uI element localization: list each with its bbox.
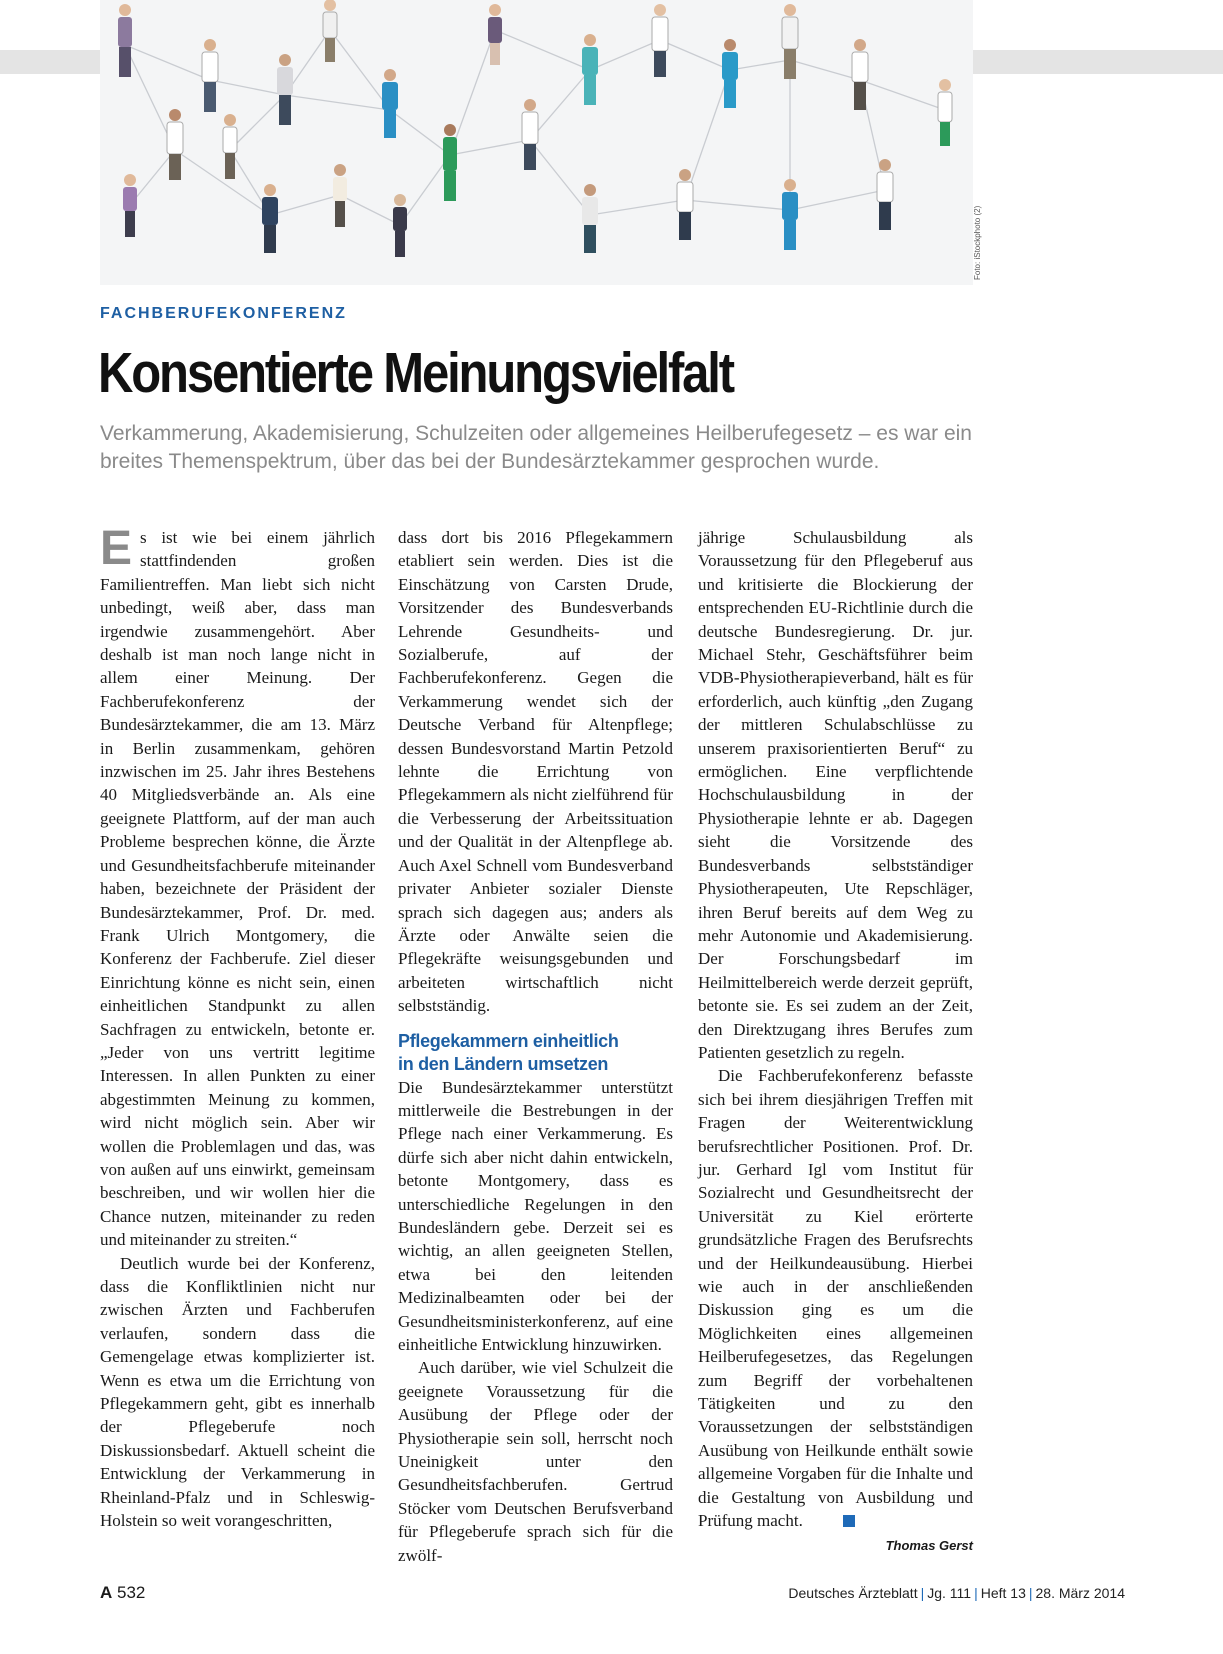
journal-date: 28. März 2014 xyxy=(1035,1585,1125,1601)
journal-volume: Jg. 111 xyxy=(927,1585,972,1601)
paragraph: Die Bundesärztekammer unterstützt mittlerweile die Bestrebungen in der Pflege nach einer Verkammerung. Es dürfe sich aber nicht dahin entwickeln, betonte Montgomery, dass es unterschiedliche Regelungen in den Bundesländern gebe. Derzeit sei es wichtig, an allen geeigneten Stellen, etwa bei den leitenden Medizinalbeamten oder bei der Gesundheitsministerkonferenz, auf eine einheitliche Entwicklung hinzuwirken. xyxy=(398,1077,673,1354)
journal-issue: Heft 13 xyxy=(980,1585,1026,1601)
paragraph xyxy=(698,1064,973,1532)
network-of-health-professionals-illustration xyxy=(100,0,973,285)
footer-separator: | xyxy=(1028,1585,1033,1601)
article-column-2 xyxy=(398,526,673,1567)
paragraph-text: s ist wie bei einem jährlich stattfindenden großen Familientreffen. Man liebt sich nicht unbedingt, weiß aber, dass man irgendwie zusammengehört. Aber deshalb ist man noch lange nicht in allem einer Meinung. Der Fachberufekonferenz der Bundesärztekammer, die am 13. März in Berlin zusammenkam, gehören inzwischen im 25. Jahr ihres Bestehens 40 Mitgliedsverbände an. Als eine geeignete Plattform, auf der man auch Probleme besprechen könne, die Ärzte und Gesundheitsfachberufe miteinander haben, bezeichnete der Präsident der Bundesärztekammer, Prof. Dr. med. Frank Ulrich Montgomery, die Konferenz der Fachberufe. Ziel dieser Einrichtung könne es nicht sein, einen einheitlichen Standpunkt zu allen Sachfragen zu entwickeln, betonte er. „Jeder von uns vertritt legitime Interessen. In allen Punkten zu einer abgestimmten Meinung zu kommen, wird nicht möglich sein. Aber wir wollen die Problemlagen und das, was von außen auf uns einwirkt, gemeinsam beschreiben, und wir wollen hier die Chance nutzen, miteinander zu reden und miteinander zu streiten.“ xyxy=(100,528,375,1250)
paragraph xyxy=(100,522,375,1252)
drop-cap: E xyxy=(100,522,133,575)
header-illustration xyxy=(100,0,973,285)
article-lead: Verkammerung, Akademisierung, Schulzeiten oder allgemeines Heilberufegesetz – es war ein breites Themenspektrum, über das bei der Bundesärztekammer gesprochen wurde. xyxy=(100,422,972,473)
end-of-article-square-icon xyxy=(843,1515,855,1527)
journal-footer xyxy=(788,1585,1125,1601)
article-column-3 xyxy=(698,526,973,1558)
paragraph: Deutlich wurde bei der Konferenz, dass die Konfliktlinien nicht nur zwischen Ärzten und Fachberufen verlaufen, sondern dass die Gemengelage etwas komplizierter ist. Wenn es etwa um die Errichtung von Pflegekammern geht, gibt es innerhalb der Pflegeberufe noch Diskussionsbedarf. Aktuell scheint die Entwicklung der Verkammerung in Rheinland-Pfalz und in Schleswig-Holstein so weit vorangeschritten, xyxy=(100,1253,375,1531)
page-number xyxy=(100,1583,145,1603)
article-column-1 xyxy=(100,522,375,1532)
subheading-line-1: Pflegekammern einheitlich xyxy=(398,1030,619,1051)
subheading-line-2: in den Ländern umsetzen xyxy=(398,1053,609,1074)
page-prefix: A xyxy=(100,1583,113,1602)
decorative-bar-right xyxy=(973,50,1223,74)
decorative-bar-left xyxy=(0,50,100,74)
paragraph-text: Die Fachberufekonferenz befasste sich bei ihrem diesjährigen Treffen mit Fragen der Weiterentwicklung berufsrechtlicher Positionen. Prof. Dr. jur. Gerhard Igl vom Institut für Sozialrecht und Gesundheitsrecht der Universität zu Kiel erörterte grundsätzliche Fragen des Berufsrechts und der Heilkundeausübung. Hierbei wie auch in der anschließenden Diskussion ging es um die Möglichkeiten eines allgemeinen Heilberufegesetzes, das Regelungen zum Begriff der vorbehaltenen Tätigkeiten und zu den Voraussetzungen der selbstständigen Ausübung von Heilkunde enthält sowie allgemeine Vorgaben für die Inhalte und die Gestaltung von Ausbildung und Prüfung macht. xyxy=(698,1066,973,1531)
paragraph: dass dort bis 2016 Pflegekammern etabliert sein werden. Dies ist die Einschätzung von Carsten Drude, Vorsitzender des Bundesverbands Lehrende Gesundheits- und Sozialberufe, auf der Fachberufekonferenz. Gegen die Verkammerung wendet sich der Deutsche Verband für Altenpflege; dessen Bundesvorstand Martin Petzold lehnte die Errichtung von Pflegekammern als nicht zielführend für die Verbesserung der Arbeitssituation und der Qualität in der Altenpflege ab. Auch Axel Schnell vom Bundesverband privater Anbieter sozialer Dienste sprach sich dagegen aus; anders als Ärzte oder Anwälte seien die Pflegekräfte weisungsgebunden und arbeiteten wirtschaftlich nicht selbstständig. xyxy=(398,528,673,1016)
people-figures xyxy=(118,0,952,257)
footer-separator: | xyxy=(920,1585,925,1601)
section-subheading xyxy=(398,1030,673,1076)
image-credit: Foto: iStockphoto (2) xyxy=(973,205,982,280)
article-title: Konsentierte Meinungsvielfalt xyxy=(98,341,733,405)
author-byline: Thomas Gerst xyxy=(885,1538,973,1554)
footer-separator: | xyxy=(974,1585,978,1601)
journal-name: Deutsches Ärzteblatt xyxy=(788,1585,918,1601)
paragraph: jährige Schulausbildung als Voraussetzung für den Pflegeberuf aus und kritisierte die Blockierung der entsprechenden EU-Richtlinie durch die deutsche Bundesregierung. Dr. jur. Michael Stehr, Geschäftsführer beim VDB-Physiotherapieverband, hält es für erforderlich, auch künftig „den Zugang der mittleren Schulabschlüsse zu unserem praxisorientierten Beruf“ zu ermöglichen. Eine verpflichtende Hochschulausbildung in der Physiotherapie lehnte er ab. Dagegen sieht die Vorsitzende des Bundesverbands selbstständiger Physiotherapeuten, Ute Repschläger, ihren Beruf bereits auf dem Weg zu mehr Autonomie und Akademisierung. Der Forschungsbedarf im Heilmittelbereich werde derzeit geprüft, betonte sie. Es sei zudem an der Zeit, den Direktzugang ihres Berufes zum Patienten gesetzlich zu regeln. xyxy=(698,528,973,1062)
section-kicker: FACHBERUFEKONFERENZ xyxy=(100,305,347,322)
paragraph: Auch darüber, wie viel Schulzeit die geeignete Voraussetzung für die Ausübung der Pflege oder der Physiotherapie sein soll, herrscht noch Uneinigkeit unter den Gesundheitsfachberufen. Gertrud Stöcker vom Deutschen Berufsverband für Pflegeberufe sprach sich für die zwölf- xyxy=(398,1358,673,1565)
page-number-value: 532 xyxy=(117,1583,146,1602)
